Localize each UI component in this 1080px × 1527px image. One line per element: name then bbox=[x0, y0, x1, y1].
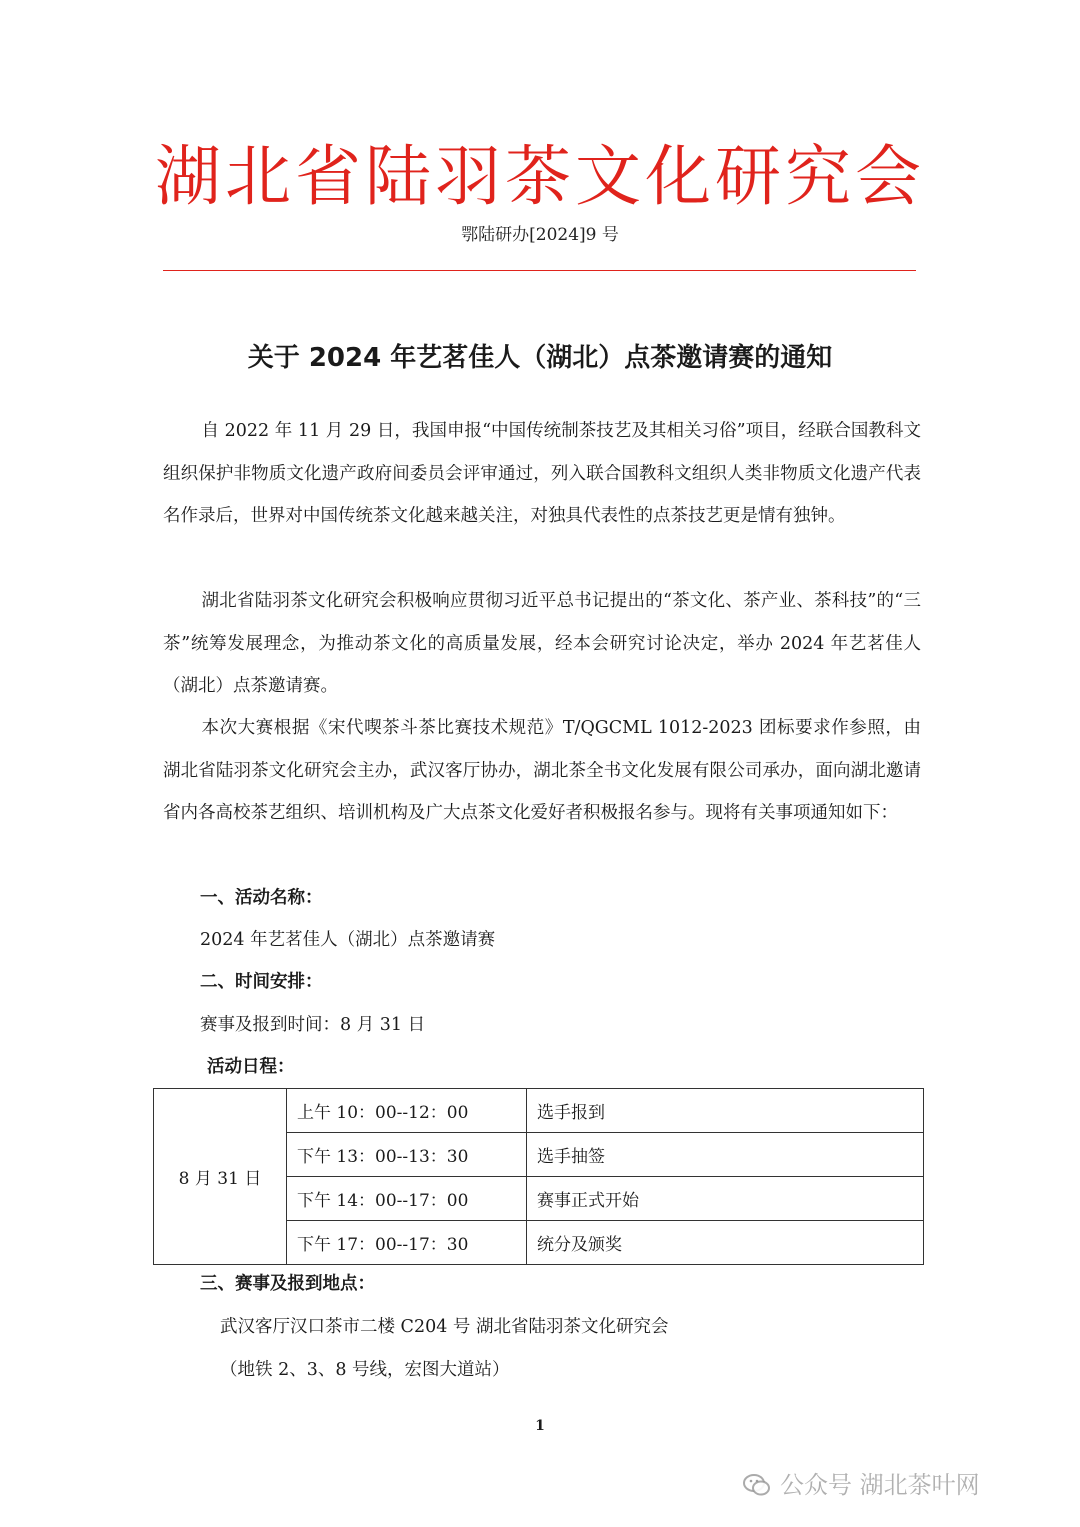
schedule-table bbox=[153, 1088, 924, 1265]
section-3-heading: 三、赛事及报到地点： bbox=[200, 1274, 375, 1294]
notice-title: 关于 2024 年艺茗佳人（湖北）点茶邀请赛的通知 bbox=[247, 343, 833, 373]
schedule-heading: 活动日程： bbox=[207, 1057, 295, 1077]
schedule-time: 上午 10：00--12：00 bbox=[287, 1089, 527, 1133]
registration-time: 赛事及报到时间：8 月 31 日 bbox=[200, 1015, 426, 1035]
schedule-item: 选手抽签 bbox=[527, 1133, 924, 1177]
venue-transit: （地铁 2、3、8 号线，宏图大道站） bbox=[220, 1360, 510, 1380]
schedule-item: 选手报到 bbox=[527, 1089, 924, 1133]
intro-paragraph-2 bbox=[163, 580, 921, 708]
schedule-date: 8 月 31 日 bbox=[154, 1089, 287, 1265]
schedule-item: 赛事正式开始 bbox=[527, 1177, 924, 1221]
schedule-time: 下午 14：00--17：00 bbox=[287, 1177, 527, 1221]
activity-name: 2024 年艺茗佳人（湖北）点茶邀请赛 bbox=[200, 930, 496, 950]
watermark bbox=[742, 1465, 980, 1505]
intro-paragraph-3 bbox=[163, 707, 921, 835]
paragraph-text: 本次大赛根据《宋代喫茶斗茶比赛技术规范》T/QGCML 1012-2023 团标要求作参照，由湖北省陆羽茶文化研究会主办，武汉客厅协办，湖北茶全书文化发展有限公司承办，面向湖北邀请省内各高校茶艺组织、培训机构及广大点茶文化爱好者积极报名参与。现将有关事项通知如下： bbox=[163, 718, 921, 823]
page-number: 1 bbox=[535, 1418, 545, 1434]
doc-number: 鄂陆研办[2024]9 号 bbox=[461, 225, 619, 245]
schedule-time: 下午 17：00--17：30 bbox=[287, 1221, 527, 1265]
paragraph-text: 湖北省陆羽茶文化研究会积极响应贯彻习近平总书记提出的“茶文化、茶产业、茶科技”的“三茶”统筹发展理念，为推动茶文化的高质量发展，经本会研究讨论决定，举办 2024 年艺茗佳人（湖北）点茶邀请赛。 bbox=[163, 591, 921, 696]
intro-paragraph-1 bbox=[163, 410, 921, 538]
section-1-heading: 一、活动名称： bbox=[200, 888, 323, 908]
section-2-heading: 二、时间安排： bbox=[200, 972, 323, 992]
paragraph-text: 自 2022 年 11 月 29 日，我国申报“中国传统制茶技艺及其相关习俗”项目，经联合国教科文组织保护非物质文化遗产政府间委员会评审通过，列入联合国教科文组织人类非物质文化遗产代表名作录后，世界对中国传统茶文化越来越关注，对独具代表性的点茶技艺更是情有独钟。 bbox=[163, 421, 921, 526]
venue-address: 武汉客厅汉口茶市二楼 C204 号 湖北省陆羽茶文化研究会 bbox=[220, 1317, 669, 1337]
header-divider bbox=[163, 270, 916, 271]
schedule-time: 下午 13：00--13：30 bbox=[287, 1133, 527, 1177]
table-row bbox=[154, 1089, 924, 1133]
wechat-icon bbox=[742, 1470, 772, 1500]
watermark-text: 公众号 湖北茶叶网 bbox=[780, 1471, 980, 1499]
org-title: 湖北省陆羽茶文化研究会 bbox=[155, 138, 925, 215]
schedule-item: 统分及颁奖 bbox=[527, 1221, 924, 1265]
